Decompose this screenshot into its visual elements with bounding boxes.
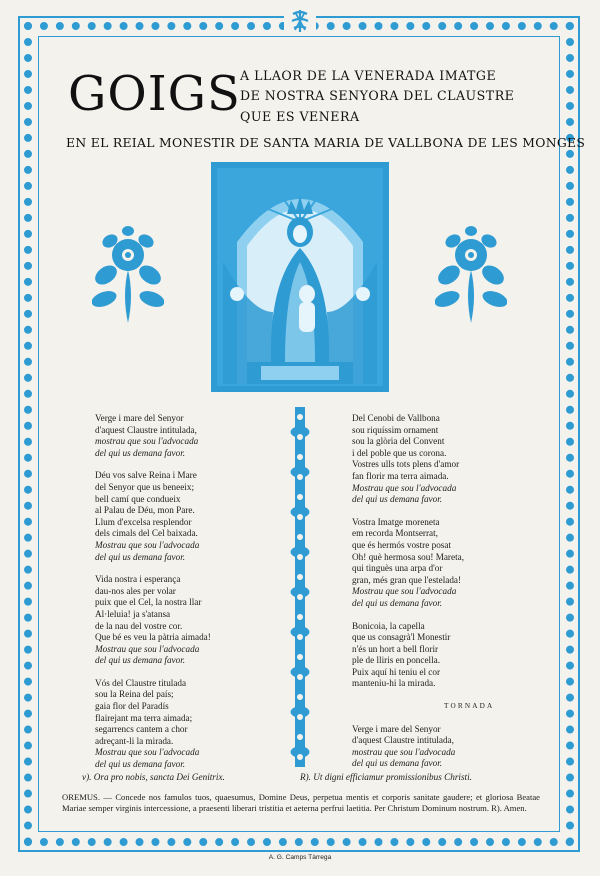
verse-line: Vós del Claustre titulada bbox=[95, 677, 187, 688]
verse-line: Mostrau que sou l'advocada bbox=[95, 643, 200, 654]
oremus-prayer bbox=[62, 792, 540, 814]
verse-line: al Palau de Déu, mon Pare. bbox=[95, 505, 195, 516]
verse-line: Bonicoia, la capella bbox=[352, 620, 425, 631]
verse-line: del qui us demana favor. bbox=[95, 759, 186, 770]
title-line-2: DE NOSTRA SENYORA DEL CLAUSTRE bbox=[240, 88, 515, 103]
stanza bbox=[352, 517, 532, 610]
tornada-stanza bbox=[352, 724, 532, 770]
verse-line: sou la glòria del Convent bbox=[352, 436, 445, 447]
madonna-image bbox=[211, 162, 389, 392]
stanza bbox=[95, 678, 275, 771]
verse-line: sou la Reina del país; bbox=[95, 689, 174, 700]
response: R). Ut digni efficiamur promissionibus Christi. bbox=[300, 772, 472, 782]
verse-line: fan florir ma terra aimada. bbox=[352, 470, 449, 481]
verse-line: segarrencs cantem a chor bbox=[95, 724, 188, 735]
verse-line: sou riquíssim ornament bbox=[352, 424, 439, 435]
verse-line: del qui us demana favor. bbox=[352, 597, 443, 608]
verse-line: adreçant-li la mirada. bbox=[95, 735, 174, 746]
verse-line: Puix aquí hi teniu el cor bbox=[352, 666, 441, 677]
stanza bbox=[95, 413, 275, 459]
verse-line: Mostrau que sou l'advocada bbox=[352, 482, 457, 493]
verse-line: Que bé es veu la pàtria aimada! bbox=[95, 632, 211, 643]
verse-line: del qui us demana favor. bbox=[352, 758, 443, 769]
verse-line: bell camí que condueix bbox=[95, 493, 181, 504]
verse-line: Verge i mare del Senyor bbox=[95, 413, 184, 423]
verse-line: Al·leluia! ja s'atansa bbox=[95, 608, 171, 619]
verse-line: n'és un hort a bell florir bbox=[352, 643, 439, 654]
verse-line: Del Cenobi de Vallbona bbox=[352, 413, 440, 423]
verse-line: Mostrau que sou l'advocada bbox=[352, 586, 457, 597]
verse-line: Vostres ulls tots plens d'amor bbox=[352, 459, 460, 470]
verse-line: d'aquest Claustre intitulada, bbox=[95, 424, 197, 435]
verse-line: puix que el Cel, la nostra llar bbox=[95, 597, 202, 608]
verse-line: Llum d'excelsa resplendor bbox=[95, 516, 192, 527]
title-goigs: GOIGS bbox=[68, 66, 241, 122]
verse-line: del qui us demana favor. bbox=[95, 447, 186, 458]
verse-line: de la nau del vostre cor. bbox=[95, 620, 183, 631]
verse-line: em recorda Montserrat, bbox=[352, 528, 438, 539]
printer-imprint: A. G. Camps Tàrrega bbox=[268, 854, 332, 861]
stanza bbox=[95, 574, 275, 667]
verse-line: gran, més gran que l'estelada! bbox=[352, 574, 462, 585]
verse-line: dels cimals del Cel baixada. bbox=[95, 528, 198, 539]
tornada-heading: TORNADA bbox=[444, 702, 495, 711]
versicle: v). Ora pro nobis, sancta Dei Genitrix. bbox=[82, 772, 225, 782]
stanza bbox=[352, 413, 532, 506]
verse-line: del qui us demana favor. bbox=[95, 655, 186, 666]
verse-line: del Senyor que us beneeix; bbox=[95, 481, 194, 492]
verse-line: Verge i mare del Senyor bbox=[352, 723, 441, 734]
verse-line: mostrau que sou l'advocada bbox=[95, 436, 199, 447]
verse-line: manteniu-hi la mirada. bbox=[352, 678, 436, 689]
stanza bbox=[352, 621, 532, 691]
verses-right-column bbox=[352, 413, 532, 781]
oremus-text: OREMUS. — Concede nos famulos tuos, quaesumus, Domine Deus, perpetua mentis et corporis sanitate gaudere; et gloriosa Beatae Mariae semper virginis intercessione, a praesenti liberari tristitia et aeterna perfrui laetitia. Per Christum Dominum nostrum. R). Amen. bbox=[62, 792, 540, 813]
verse-line: gaia flor del Paradís bbox=[95, 701, 169, 712]
verse-line: que és hermós vostre posat bbox=[352, 539, 451, 550]
verses-left-column bbox=[95, 413, 275, 782]
verse-line: que us consagrà'l Monestir bbox=[352, 632, 451, 643]
verse-line: del qui us demana favor. bbox=[352, 494, 443, 505]
verse-line: Mostrau que sou l'advocada bbox=[95, 539, 200, 550]
verse-line: ple de lliris en poncella. bbox=[352, 655, 441, 666]
verse-line: Vida nostra i esperança bbox=[95, 574, 181, 585]
flower-ornament-right-icon bbox=[435, 225, 507, 325]
stanza bbox=[95, 470, 275, 563]
verse-line: Oh! què hermosa sou! Mareta, bbox=[352, 551, 464, 562]
verse-line: del qui us demana favor. bbox=[95, 551, 186, 562]
verse-line: d'aquest Claustre intitulada, bbox=[352, 735, 454, 746]
verse-line: Mostrau que sou l'advocada bbox=[95, 747, 200, 758]
verse-line: dau-nos ales per volar bbox=[95, 585, 176, 596]
flower-ornament-left-icon bbox=[92, 225, 164, 325]
verse-line: mostrau que sou l'advocada bbox=[352, 746, 456, 757]
title-line-4: EN EL REIAL MONESTIR DE SANTA MARIA DE VALLBONA DE LES MONGES bbox=[66, 135, 586, 150]
verse-line: flairejant ma terra aimada; bbox=[95, 712, 193, 723]
center-divider-ornament bbox=[278, 407, 322, 767]
monogram-emblem-icon bbox=[284, 8, 316, 34]
verse-line: qui tinguès una arpa d'or bbox=[352, 563, 443, 574]
verse-line: Déu vos salve Reina i Mare bbox=[95, 470, 197, 481]
title-line-3: QUE ES VENERA bbox=[240, 109, 360, 124]
verse-line: Vostra Imatge moreneta bbox=[352, 516, 440, 527]
verse-line: i del poble que us corona. bbox=[352, 447, 447, 458]
title-line-1: A LLAOR DE LA VENERADA IMATGE bbox=[240, 68, 497, 83]
